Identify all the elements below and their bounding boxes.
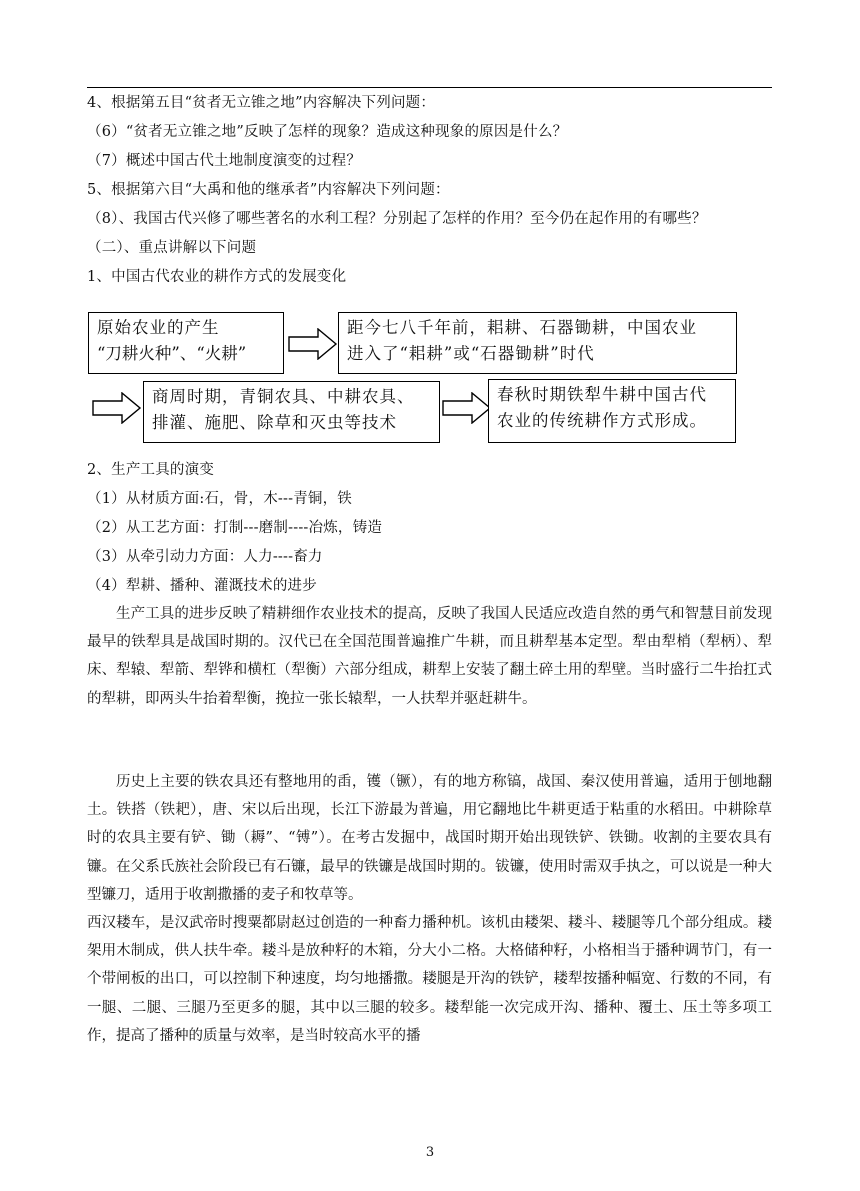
flow-box-shang-zhou xyxy=(143,381,440,443)
flow-box-4-line-1: 春秋时期铁犁牛耕中国古代 xyxy=(497,385,707,404)
section-heading-2: （二）、重点讲解以下问题 xyxy=(87,240,257,256)
topic-2-heading: 2、生产工具的演变 xyxy=(87,462,215,478)
paragraph-iron-tools: 历史上主要的铁农具还有整地用的臿，镬（镢），有的地方称镐，战国、秦汉使用普遍，适用于刨地翻土。铁搭（铁耙），唐、宋以后出现，长江下游最为普遍，用它翻地比牛耕更适于粘重的水稻田。中耕除草时的农具主要有铲、锄（耨”、“镈”）。在考古发掘中，战国时期开始出现铁铲、铁锄。收割的主要农具有镰。在父系氏族社会阶段已有石镰，最早的铁镰是战国时期的。钹镰，使用时需双手执之，可以说是一种大型镰刀，适用于收割撒播的麦子和牧草等。 xyxy=(87,774,772,903)
flow-arrow-right-icon xyxy=(92,392,142,424)
flow-arrow-right-icon xyxy=(288,328,338,360)
traction-point: （3）从牵引动力方面：人力----畜力 xyxy=(87,549,323,565)
topic-1-heading: 1、中国古代农业的耕作方式的发展变化 xyxy=(87,269,347,285)
flow-box-3-line-1: 商周时期，青铜农具、中耕农具、 xyxy=(152,387,415,406)
question-8: （8）、我国古代兴修了哪些著名的水利工程？分别起了怎样的作用？至今仍在起作用的有哪些？ xyxy=(87,211,707,227)
flow-box-1-line-1: 原始农业的产生 xyxy=(97,318,220,337)
flow-box-4-line-2: 农业的传统耕作方式形成。 xyxy=(497,411,707,430)
flow-box-3-line-2: 排灌、施肥、除草和灭虫等技术 xyxy=(152,413,397,432)
flow-box-2-line-1: 距今七八千年前，耜耕、石器锄耕，中国农业 xyxy=(347,318,697,337)
question-7: （7）概述中国古代土地制度演变的过程？ xyxy=(87,153,362,169)
question-6: （6）“贫者无立锥之地”反映了怎样的现象？造成这种现象的原因是什么？ xyxy=(87,124,568,140)
flow-box-spring-autumn xyxy=(488,379,736,443)
flow-arrow-right-icon xyxy=(442,392,492,424)
header-rule xyxy=(87,87,772,88)
paragraph-seeder: 西汉耧车，是汉武帝时搜粟都尉赵过创造的一种畜力播种机。该机由耧架、耧斗、耧腿等几个部分组成。耧架用木制成，供人扶牛牵。耧斗是放种籽的木箱，分大小二格。大格储种籽，小格相当于播种调节门，有一个带闸板的出口，可以控制下种速度，均匀地播撒。耧腿是开沟的铁铲，耧犁按播种幅宽、行数的不同，有一腿、二腿、三腿乃至更多的腿，其中以三腿的较多。耧犁能一次完成开沟、播种、覆土、压土等多项工作，提高了播种的质量与效率，是当时较高水平的播 xyxy=(87,915,772,1044)
flow-box-1-line-2: “刀耕火种”、“火耕” xyxy=(97,344,247,363)
question-5: 5、根据第六目“大禹和他的继承者”内容解决下列问题： xyxy=(87,182,450,198)
technique-point: （4）犁耕、播种、灌溉技术的进步 xyxy=(87,578,317,594)
material-point: （1）从材质方面:石，骨，木---青铜，铁 xyxy=(87,491,353,507)
flow-box-primitive-agriculture xyxy=(88,312,284,374)
paragraph-plough: 生产工具的进步反映了精耕细作农业技术的提高，反映了我国人民适应改造自然的勇气和智慧目前发现最早的铁犁具是战国时期的。汉代已在全国范围普遍推广牛耕，而且耕犁基本定型。犁由犁梢（犁柄）、犁床、犁辕、犁箭、犁铧和横杠（犁衡）六部分组成，耕犁上安装了翻土碎土用的犁壁。当时盛行二牛抬扛式的犁耕，即两头牛抬着犁衡，挽拉一张长辕犁，一人扶犁并驱赶耕牛。 xyxy=(87,606,772,707)
page-number: 3 xyxy=(425,1145,435,1160)
flow-box-si-farming xyxy=(338,312,737,374)
flow-box-2-line-2: 进入了“耜耕”或“石器锄耕”时代 xyxy=(347,344,595,363)
craft-point: （2）从工艺方面：打制---磨制----冶炼，铸造 xyxy=(87,520,383,536)
question-4: 4、根据第五目“贫者无立锥之地”内容解决下列问题： xyxy=(87,95,436,111)
